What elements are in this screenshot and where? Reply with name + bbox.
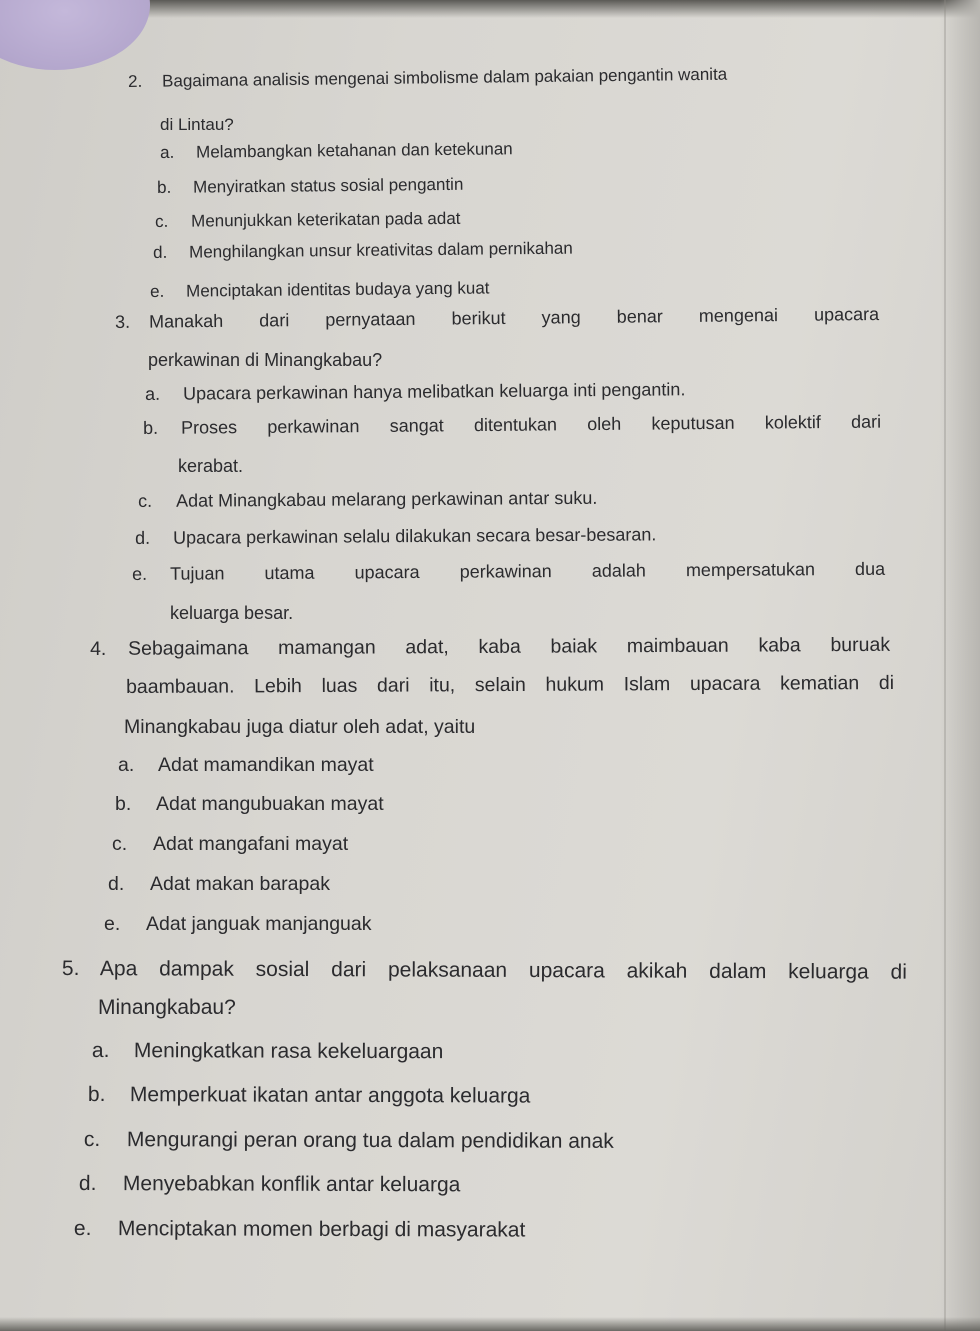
option-text: Adat mamandikan mayat xyxy=(158,754,374,776)
question-5-text-line-2: Minangkabau? xyxy=(98,996,236,1019)
option-letter: e. xyxy=(104,913,121,935)
question-3-option-e[interactable] xyxy=(132,559,887,590)
option-letter: b. xyxy=(115,793,132,815)
option-letter: b. xyxy=(143,417,159,438)
option-text: Menyiratkan status sosial pengantin xyxy=(192,174,464,197)
option-letter: b. xyxy=(87,1083,106,1107)
option-letter: a. xyxy=(91,1039,110,1063)
option-text: Adat mangubuakan mayat xyxy=(156,793,384,815)
question-text-line-1: Bagaimana analisis mengenai simbolisme dalam pakaian pengantin wanita xyxy=(161,64,728,91)
question-4 xyxy=(90,634,890,666)
option-text: Upacara perkawinan hanya melibatkan keluarga inti pengantin. xyxy=(182,379,686,404)
option-letter: b. xyxy=(157,177,172,197)
option-text: Upacara perkawinan selalu dilakukan secara besar-besaran. xyxy=(172,524,657,548)
option-letter: c. xyxy=(83,1128,101,1152)
option-letter: e. xyxy=(73,1217,92,1241)
option-letter: c. xyxy=(155,211,169,231)
option-letter: c. xyxy=(112,833,128,855)
question-2-text-line-2: di Lintau? xyxy=(160,115,234,134)
option-text: Adat Minangkabau melarang perkawinan antar suku. xyxy=(175,487,598,511)
option-text: Meningkatkan rasa kekeluargaan xyxy=(133,1039,444,1064)
option-text: Menciptakan identitas budaya yang kuat xyxy=(185,278,490,301)
finger-blur xyxy=(0,0,150,70)
option-text: Mengurangi peran orang tua dalam pendidikan anak xyxy=(126,1128,614,1153)
option-text: Menciptakan momen berbagi di masyarakat xyxy=(117,1217,526,1242)
option-letter: a. xyxy=(145,383,161,404)
option-letter: c. xyxy=(138,490,153,511)
question-number: 4. xyxy=(90,637,107,660)
question-3-option-b[interactable] xyxy=(143,412,883,444)
page-fold-line xyxy=(944,0,946,1331)
question-3-option-e-continuation: keluarga besar. xyxy=(170,603,294,623)
question-4-text-line-3: Minangkabau juga diatur oleh adat, yaitu xyxy=(124,716,476,738)
option-letter: d. xyxy=(135,527,151,548)
question-text-line-1: Sebagaimana mamangan adat, kaba baiak maimbauan kaba buruak xyxy=(127,633,891,660)
question-text-line-1: Manakah dari pernyataan berikut yang benar mengenai upacara xyxy=(148,303,880,332)
question-5 xyxy=(62,956,907,990)
option-letter: a. xyxy=(160,142,175,162)
option-letter: d. xyxy=(108,873,125,895)
question-number: 2. xyxy=(128,71,143,91)
question-number: 3. xyxy=(115,311,131,332)
option-letter: e. xyxy=(132,563,148,584)
question-3-text-line-2: perkawinan di Minangkabau? xyxy=(148,350,383,370)
question-4-text-line-2 xyxy=(126,672,894,699)
option-text: Adat janguak manjanguak xyxy=(146,913,372,935)
option-text: Memperkuat ikatan antar anggota keluarga xyxy=(129,1083,531,1108)
option-letter: e. xyxy=(150,281,165,301)
question-number: 5. xyxy=(61,957,80,981)
option-text: Melambangkan ketahanan dan ketekunan xyxy=(195,139,513,162)
option-text: Menunjukkan keterikatan pada adat xyxy=(190,208,461,231)
option-text: Adat makan barapak xyxy=(150,873,330,895)
question-3 xyxy=(115,304,885,338)
photo-right-shadow xyxy=(940,0,980,1331)
option-letter: d. xyxy=(78,1172,97,1196)
question-3-option-b-continuation: kerabat. xyxy=(178,456,244,476)
question-2 xyxy=(128,63,868,96)
option-text: Tujuan utama upacara perkawinan adalah mempersatukan dua xyxy=(169,558,886,584)
option-text: Menghilangkan unsur kreativitas dalam pernikahan xyxy=(188,238,573,262)
option-text: Menyebabkan konflik antar keluarga xyxy=(122,1172,461,1197)
photo-bottom-edge xyxy=(0,1317,980,1331)
option-text: Adat mangafani mayat xyxy=(153,833,349,855)
question-text-line-2: baambauan. Lebih luas dari itu, selain hukum Islam upacara kematian di xyxy=(126,671,895,698)
option-letter: d. xyxy=(153,242,168,262)
question-text-line-1: Apa dampak sosial dari pelaksanaan upacara akikah dalam keluarga di xyxy=(99,957,907,984)
option-letter: a. xyxy=(118,754,135,776)
option-text: Proses perkawinan sangat ditentukan oleh keputusan kolektif dari xyxy=(180,411,882,438)
